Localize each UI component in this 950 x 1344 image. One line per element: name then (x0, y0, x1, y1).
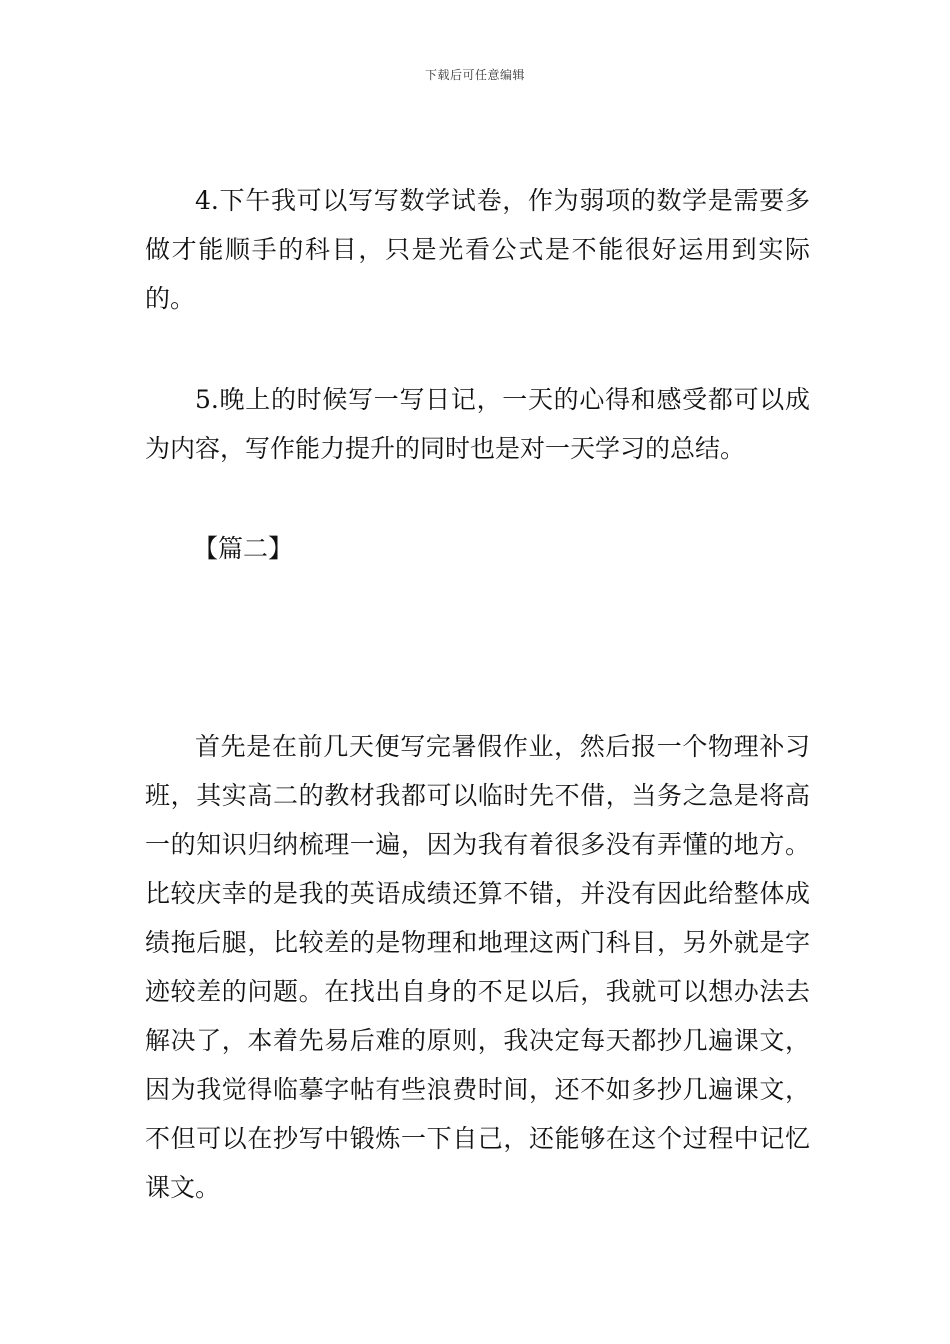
section-title: 【篇二】 (193, 534, 294, 563)
header-note: 下载后可任意编辑 (424, 68, 525, 82)
paragraph-item-4: 4.下午我可以写写数学试卷，作为弱项的数学是需要多做才能顺手的科目，只是光看公式是不能很好运用到实际的。 (145, 186, 810, 313)
body-paragraph: 首先是在前几天便写完暑假作业，然后报一个物理补习班，其实高二的教材我都可以临时先不借，当务之急是将高一的知识归纳梳理一遍，因为我有着很多没有弄懂的地方。比较庆幸的是我的英语成绩还算不错，并没有因此给整体成绩拖后腿，比较差的是物理和地理这两门科目，另外就是字迹较差的问题。在找出自身的不足以后，我就可以想办法去解决了，本着先易后难的原则，我决定每天都抄几遍课文，因为我觉得临摹字帖有些浪费时间，还不如多抄几遍课文，不但可以在抄写中锻炼一下自己，还能够在这个过程中记忆课文。 (145, 732, 810, 1202)
paragraph-item-5: 5.晚上的时候写一写日记，一天的心得和感受都可以成为内容，写作能力提升的同时也是对一天学习的总结。 (145, 385, 810, 463)
